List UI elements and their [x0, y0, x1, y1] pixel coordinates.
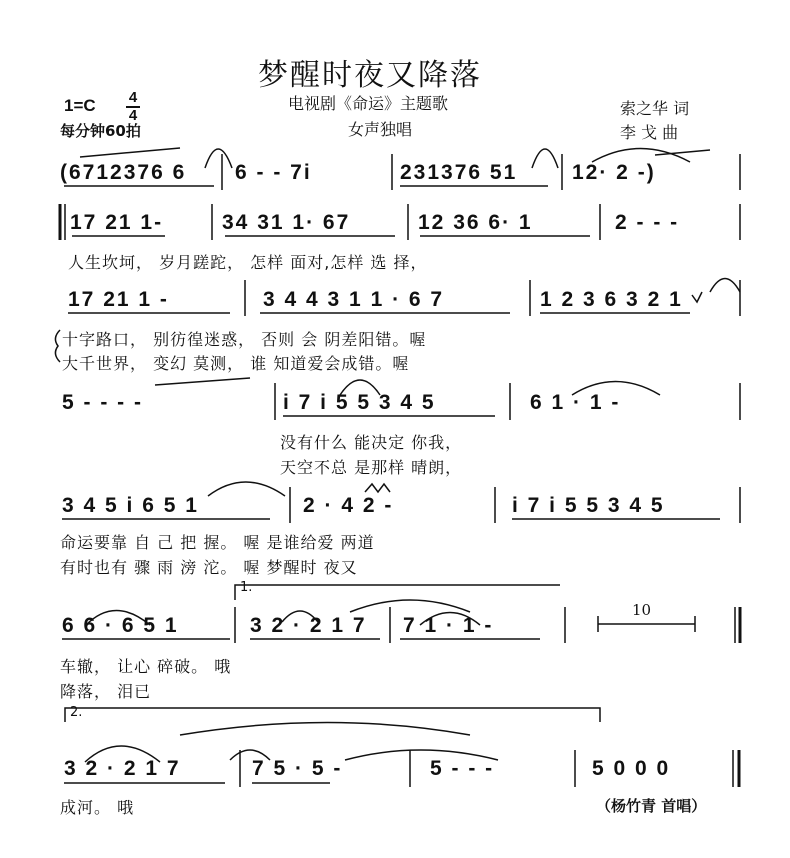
staff-1-measure-2: 6 - - 7i: [235, 161, 312, 184]
staff-6-measure-2: 3 2 · 2 1 7: [250, 614, 367, 637]
staff-3-measure-1: 17 21 1 -: [68, 288, 169, 311]
multi-measure-rest-count: 10: [632, 601, 652, 619]
slur: [180, 723, 470, 736]
key-signature: 1=C: [64, 96, 96, 115]
slur: [572, 382, 660, 396]
slur: [592, 149, 690, 163]
staff-1-measure-3: 231376 51: [400, 161, 518, 184]
staff-3-lyric-2: 大千世界， 变幻 莫测， 谁 知道爱会成错。喔: [62, 354, 410, 373]
staff-6-lyric-2: 降落， 泪已: [60, 682, 152, 701]
volta-1-label: 1.: [240, 580, 253, 595]
staff-1-measure-4: 12· 2 -): [572, 161, 656, 184]
volta-2-label: 2.: [70, 705, 83, 720]
song-title: 梦醒时夜又降落: [258, 58, 482, 93]
slur: [420, 613, 480, 626]
composer: 李 戈 曲: [620, 123, 679, 142]
staff-2-measure-4: 2 - - -: [615, 211, 680, 234]
performer-credit: （杨竹青 首唱）: [596, 797, 707, 815]
slur: [230, 750, 270, 760]
staff-2-lyric-1: 人生坎坷， 岁月蹉跎， 怎样 面对,怎样 选 择，: [68, 253, 428, 272]
staff-4-measure-1: 5 - - - -: [62, 391, 143, 414]
trill-mark: [365, 484, 390, 492]
slur: [205, 149, 232, 168]
performance-type: 女声独唱: [348, 120, 413, 139]
slur: [350, 600, 470, 612]
staff-3-lyric-1: 十字路口， 别彷徨迷惑， 否则 会 阴差阳错。喔: [62, 330, 427, 349]
staff-6-measure-1: 6 6 · 6 5 1: [62, 614, 179, 637]
staff-7-measure-2: 7 5 · 5 -: [252, 757, 343, 780]
staff-3-measure-3: 1 2 3 6 3 2 1: [540, 288, 683, 311]
staff-4-measure-3: 6 1 · 1 -: [530, 391, 621, 414]
lyricist: 索之华 词: [620, 99, 690, 118]
slur: [345, 750, 498, 760]
staff-5-lyric-2: 有时也有 骤 雨 滂 沱。 喔 梦醒时 夜又: [60, 558, 358, 577]
subtitle: 电视剧《命运》主题歌: [288, 94, 449, 113]
staff-6-measure-3: 7 1 · 1 -: [403, 614, 494, 637]
time-signature-top: 4: [128, 89, 138, 106]
breath-mark: [692, 292, 702, 302]
slur: [208, 482, 285, 496]
volta-1-bracket: [235, 585, 560, 600]
staff-4-measure-2: i 7 i 5 5 3 4 5: [283, 391, 436, 414]
staff-4-lyric-2: 天空不总 是那样 晴朗，: [280, 458, 463, 477]
staff-2-measure-1: 17 21 1-: [70, 211, 164, 234]
staff-2-measure-2: 34 31 1· 67: [222, 211, 351, 234]
volta-2-bracket: [65, 708, 600, 722]
staff-7-measure-4: 5 0 0 0: [592, 757, 671, 780]
staff-2-measure-3: 12 36 6· 1: [418, 211, 533, 234]
staff-5-measure-2: 2 · 4 2 -: [303, 494, 394, 517]
lyric-brace: [55, 330, 60, 362]
staff-5-measure-3: i 7 i 5 5 3 4 5: [512, 494, 665, 517]
staff-7-measure-3: 5 - - -: [430, 757, 495, 780]
staff-1-measure-1: (6712376 6: [60, 161, 187, 184]
time-signature-bottom: 4: [128, 107, 138, 124]
slur: [340, 380, 380, 395]
staff-5-measure-1: 3 4 5 i 6 5 1: [62, 494, 199, 517]
staff-7-measure-1: 3 2 · 2 1 7: [64, 757, 181, 780]
slur: [710, 279, 740, 293]
staff-3-measure-2: 3 4 4 3 1 1 · 6 7: [263, 288, 445, 311]
slur: [85, 746, 160, 762]
slur: [282, 611, 318, 622]
crescendo-line: [155, 378, 250, 385]
crescendo-line: [80, 148, 180, 157]
staff-4-lyric-1: 没有什么 能决定 你我，: [280, 433, 463, 452]
staff-6-lyric-1: 车辙， 让心 碎破。 哦: [60, 657, 232, 676]
slur: [532, 149, 558, 168]
staff-7-lyric-1: 成河。 哦: [60, 798, 135, 817]
tempo-marking: 每分钟60拍: [60, 122, 141, 140]
slur: [86, 611, 150, 626]
staff-5-lyric-1: 命运要靠 自 己 把 握。 喔 是谁给爱 两道: [60, 533, 375, 552]
